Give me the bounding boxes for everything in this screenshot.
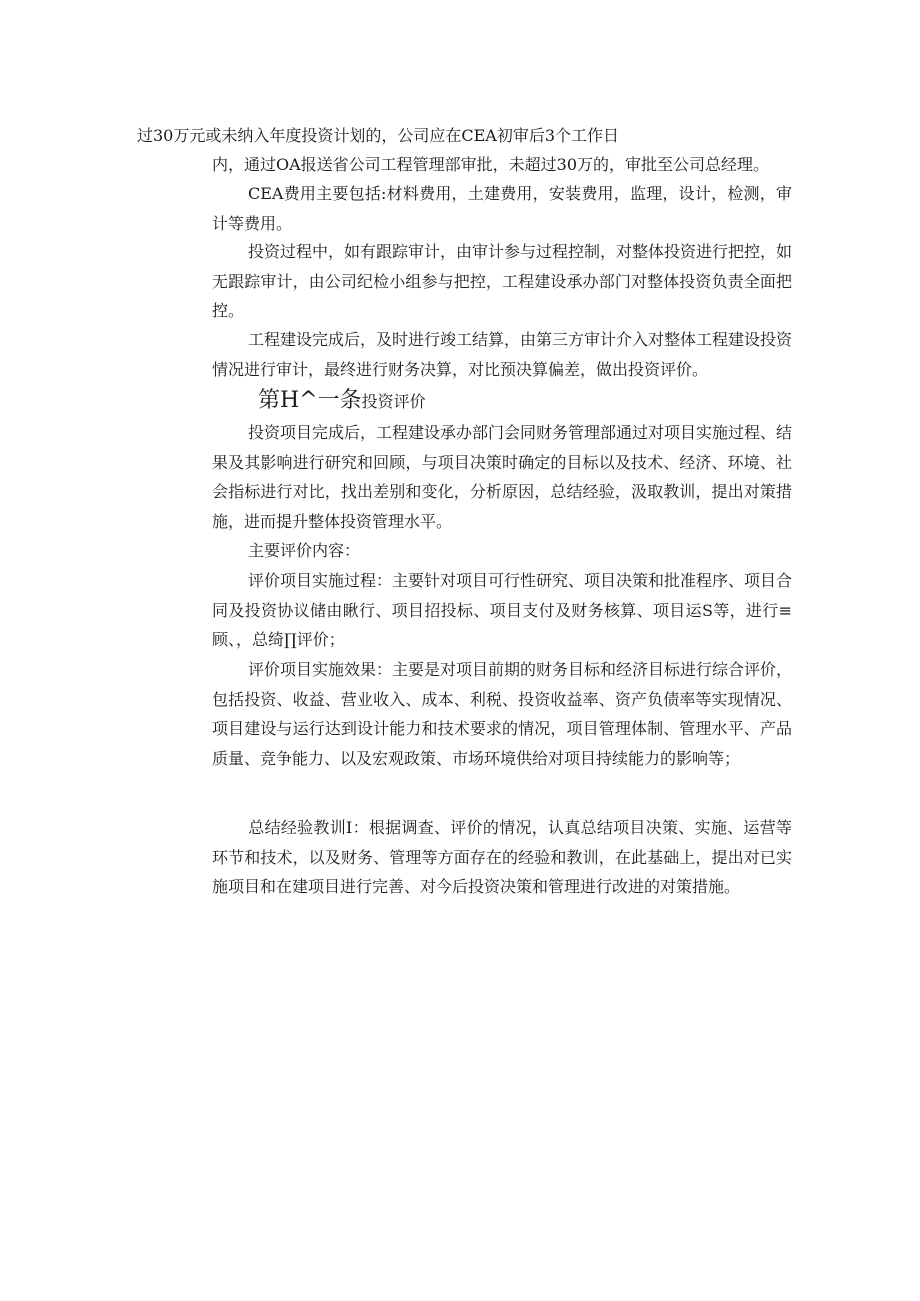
paragraph-main-content: [212, 536, 792, 566]
section-heading: [258, 388, 426, 415]
paragraph-investment-process: [212, 237, 792, 326]
paragraph-text: 投资过程中，如有跟踪审计，由审计参与过程控制，对整体投资进行把控，如无跟踪审计，由公司纪检小组参与把控，工程建设承办部门对整体投资负责全面把控。: [212, 242, 793, 321]
paragraph-text: CEA费用主要包括:材料费用，土建费用，安装费用，监理，设计，检测，审计等费用。: [212, 184, 792, 233]
paragraph-item-process: [212, 566, 792, 655]
text-line-first: 过30万元或未纳入年度投资计划的，公司应在CEA初审后3个工作日: [137, 126, 620, 145]
paragraph-continuation: [212, 150, 792, 180]
paragraph-text: 主要评价内容：: [248, 541, 361, 560]
paragraph-completion: [212, 325, 792, 384]
heading-title: 投资评价: [361, 392, 426, 411]
paragraph-text: 总结经验教训I：根据调查、评价的情况，认真总结项目决策、实施、运营等环节和技术，以及财务、管理等方面存在的经验和教训，在此基础上，提出对已实施项目和在建项目进行完善、对今后投资决策和管理进行改进的对策措施。: [212, 818, 792, 897]
paragraph-text: 评价项目实施过程：主要针对项目可行性研究、项目决策和批准程序、项目合同及投资协议储由瞅行、项目招投标、项目支付及财务核算、项目运S等，进行≡顾、，总绮∏评价；: [212, 571, 793, 650]
paragraph-text: 投资项目完成后，工程建设承办部门会同财务管理部通过对项目实施过程、结果及其影响进行研究和回顾，与项目决策时确定的目标以及技术、经济、环境、社会指标进行对比，找出差别和变化，分析原因，总结经验，汲取教训，提出对策措施，进而提升整体投资管理水平。: [212, 423, 793, 531]
paragraph-text: 工程建设完成后，及时进行竣工结算，由第三方审计介入对整体工程建设投资情况进行审计，最终进行财务决算，对比预决算偏差，做出投资评价。: [212, 330, 793, 379]
paragraph-item-lessons: [212, 813, 792, 902]
paragraph-text: 内，通过OA报送省公司工程管理部审批，未超过30万的，审批至公司总经理。: [212, 155, 770, 174]
paragraph-cea-costs: [212, 179, 792, 238]
paragraph-text: 评价项目实施效果：主要是对项目前期的财务目标和经济目标进行综合评价，包括投资、收益、营业收入、成本、利税、投资收益率、资产负债率等实现情况、项目建设与运行达到设计能力和技术要求的情况，项目管理体制、管理水平、产品质量、竞争能力、以及宏观政策、市场环境供给对项目持续能力的影响等；: [212, 660, 793, 768]
heading-article-number: 第H^一条: [258, 388, 362, 413]
paragraph-evaluation: [212, 418, 792, 536]
paragraph-item-effect: [212, 655, 792, 773]
